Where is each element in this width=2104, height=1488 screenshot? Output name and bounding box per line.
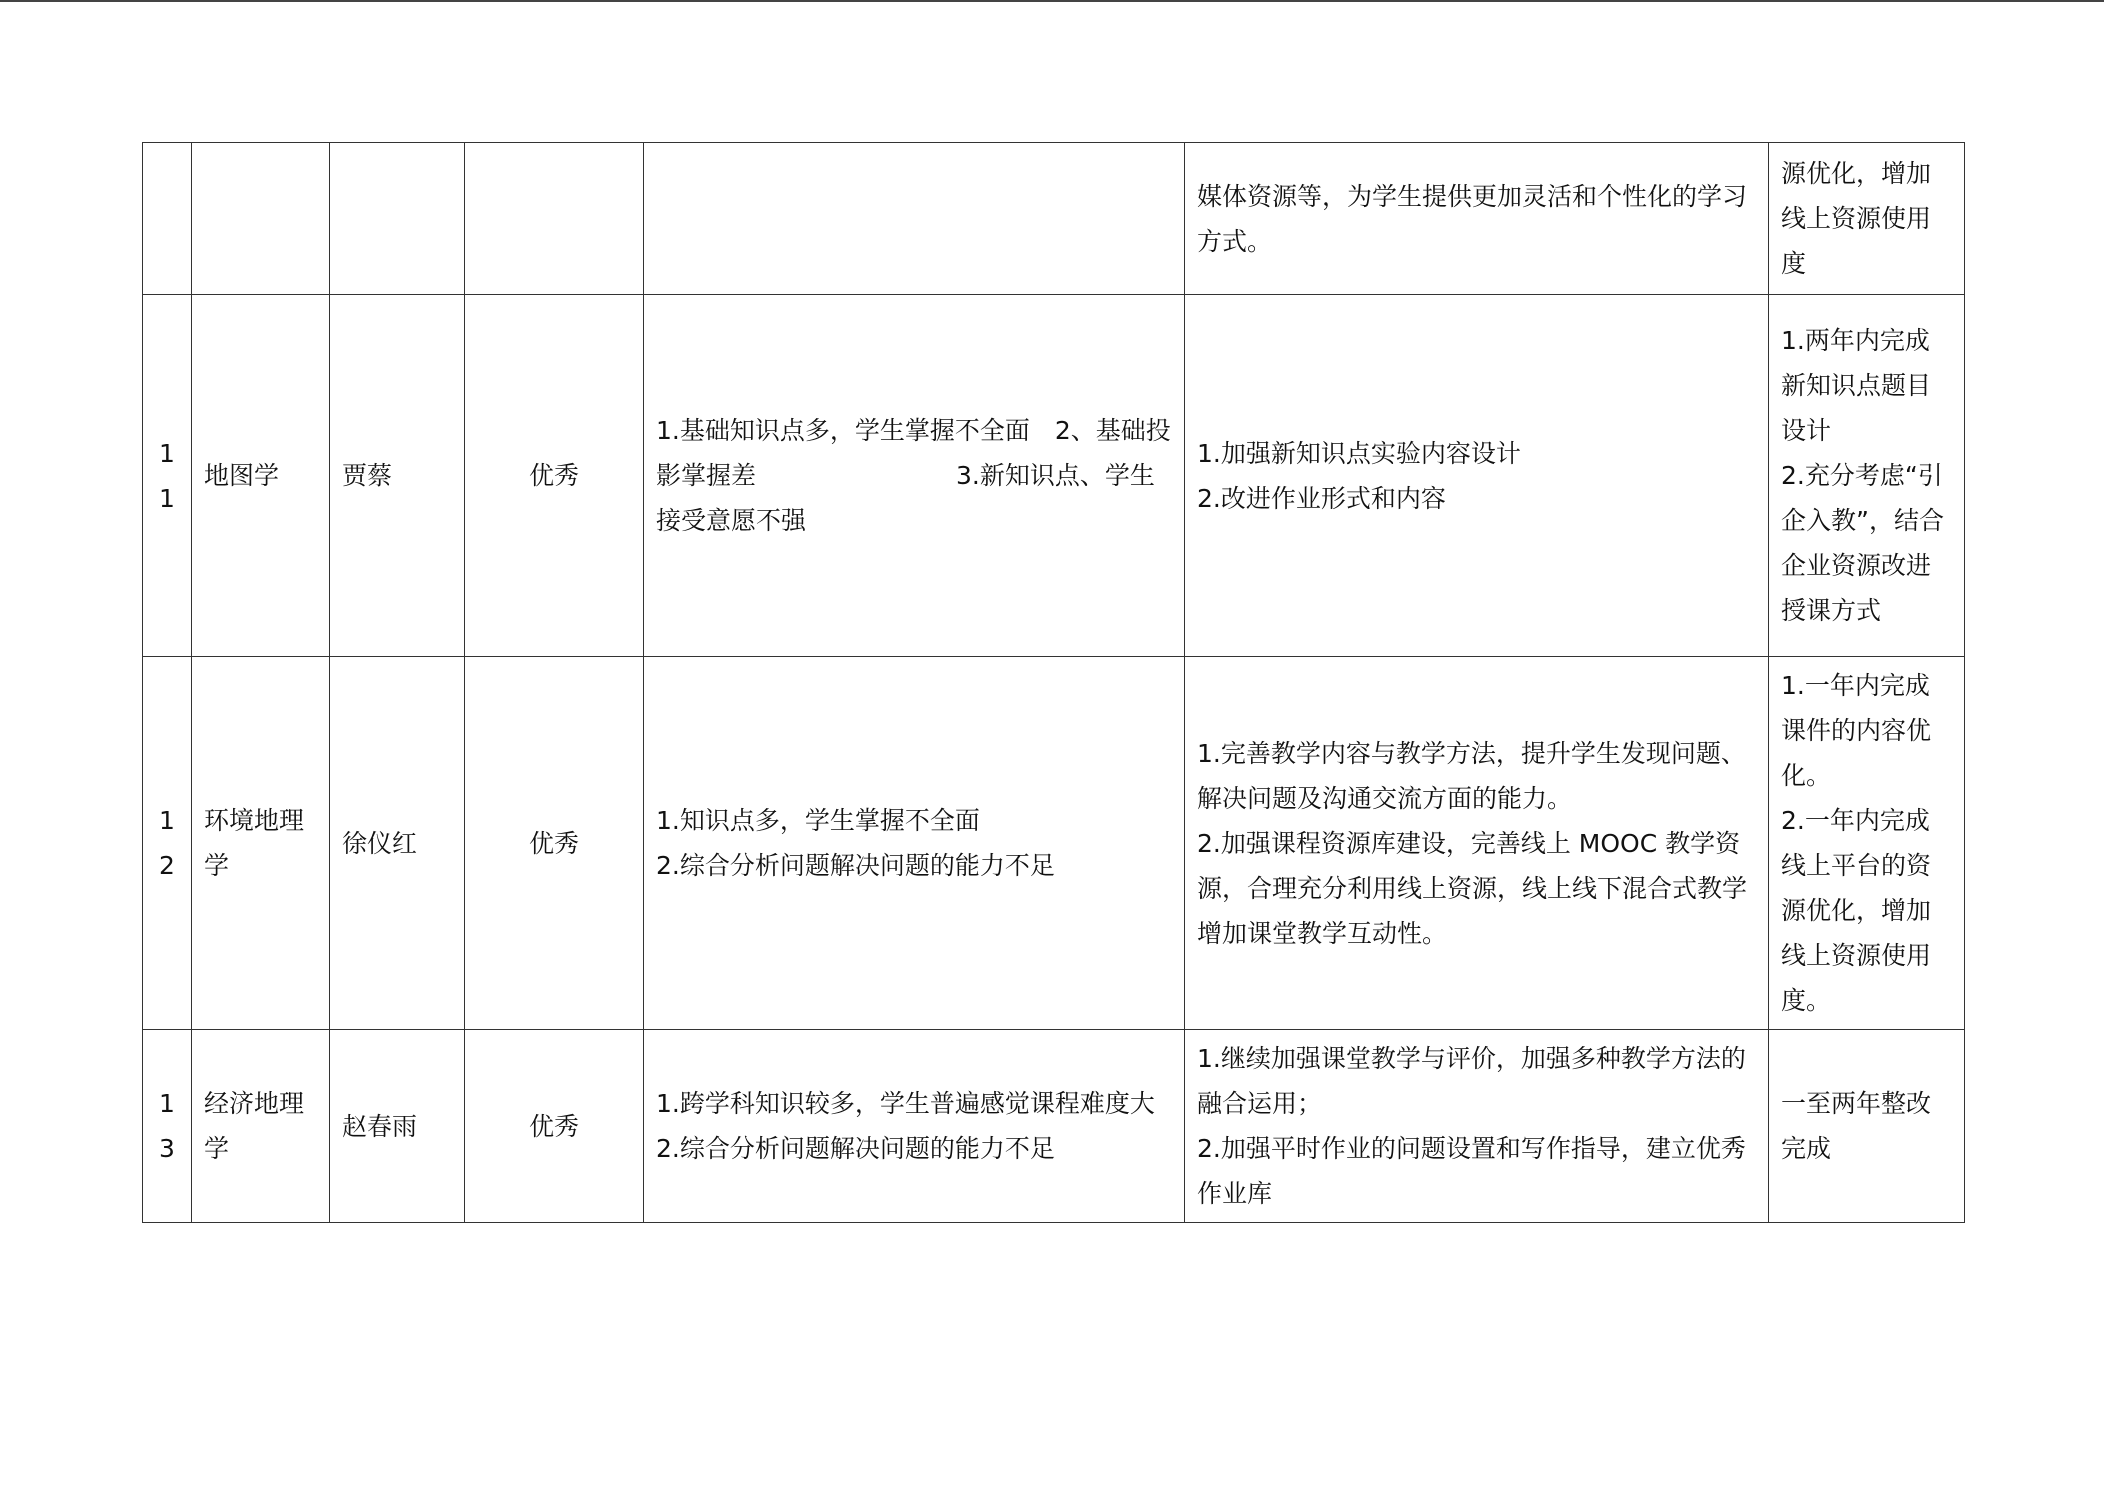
course-name: 地图学	[192, 295, 330, 657]
rating: 优秀	[465, 657, 644, 1030]
timeline-line: 1.两年内完成新知识点题目设计	[1781, 326, 1932, 445]
teacher-name: 贾蔡	[330, 295, 465, 657]
problems-cell	[644, 1030, 1185, 1223]
measure-line: 2.改进作业形式和内容	[1197, 483, 1446, 513]
rating: 优秀	[465, 295, 644, 657]
problem-line: 1.知识点多，学生掌握不全面	[656, 806, 980, 835]
row-number: 11	[143, 295, 192, 657]
measures-cell	[1185, 143, 1769, 295]
rating: 优秀	[465, 1030, 644, 1223]
table-row	[143, 295, 1965, 657]
teacher-name	[330, 143, 465, 295]
row-number: 13	[143, 1030, 192, 1223]
problems-cell	[644, 657, 1185, 1030]
problem-line: 1.基础知识点多，学生掌握不全面 2、基础投影掌握差 3.新知识点、学生接受意愿不强	[656, 416, 1171, 535]
timeline-cell	[1769, 1030, 1965, 1223]
timeline-cell	[1769, 295, 1965, 657]
timeline-line: 2.充分考虑“引企入教”，结合企业资源改进授课方式	[1781, 461, 1944, 625]
measure-line: 媒体资源等，为学生提供更加灵活和个性化的学习方式。	[1197, 181, 1748, 256]
page-top-border	[0, 0, 2104, 2]
table-row	[143, 657, 1965, 1030]
rectification-table	[142, 142, 1965, 1223]
rating	[465, 143, 644, 295]
course-name: 环境地理学	[192, 657, 330, 1030]
problem-line: 2.综合分析问题解决问题的能力不足	[656, 851, 1055, 880]
teacher-name: 徐仪红	[330, 657, 465, 1030]
measure-line: 1.加强新知识点实验内容设计	[1197, 438, 1521, 468]
problems-cell	[644, 143, 1185, 295]
measure-line: 1.完善教学内容与教学方法，提升学生发现问题、解决问题及沟通交流方面的能力。	[1197, 738, 1746, 813]
measure-line: 2.加强课程资源库建设，完善线上 MOOC 教学资源，合理充分利用线上资源，线上线下混合式教学增加课堂教学互动性。	[1197, 828, 1748, 948]
problem-line: 2.综合分析问题解决问题的能力不足	[656, 1134, 1055, 1163]
table-row	[143, 143, 1965, 295]
problems-cell	[644, 295, 1185, 657]
measure-line: 2.加强平时作业的问题设置和写作指导，建立优秀作业库	[1197, 1134, 1746, 1208]
row-number: 12	[143, 657, 192, 1030]
measures-cell	[1185, 295, 1769, 657]
timeline-cell	[1769, 143, 1965, 295]
table-row	[143, 1030, 1965, 1223]
measures-cell	[1185, 657, 1769, 1030]
course-name: 经济地理学	[192, 1030, 330, 1223]
timeline-line: 源优化，增加线上资源使用度	[1781, 159, 1932, 278]
teacher-name: 赵春雨	[330, 1030, 465, 1223]
measures-cell	[1185, 1030, 1769, 1223]
problem-line: 1.跨学科知识较多，学生普遍感觉课程难度大	[656, 1089, 1155, 1118]
measure-line: 1.继续加强课堂教学与评价，加强多种教学方法的融合运用；	[1197, 1044, 1746, 1118]
timeline-line: 一至两年整改完成	[1781, 1089, 1932, 1163]
timeline-cell	[1769, 657, 1965, 1030]
course-name	[192, 143, 330, 295]
row-number	[143, 143, 192, 295]
timeline-line: 1.一年内完成课件的内容优化。	[1781, 671, 1932, 790]
timeline-line: 2.一年内完成线上平台的资源优化，增加线上资源使用度。	[1781, 806, 1932, 1015]
